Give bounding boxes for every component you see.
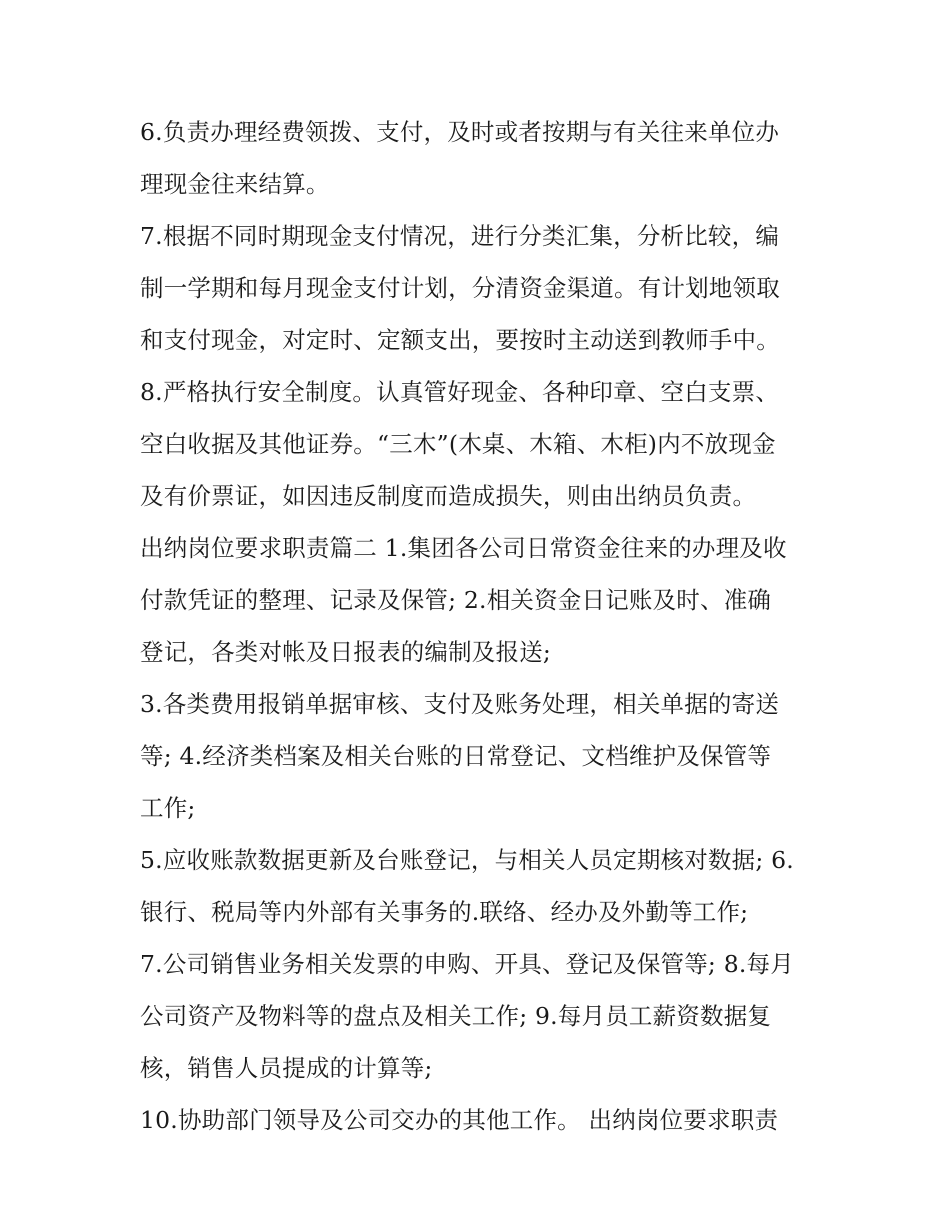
text-line: 7.根据不同时期现金支付情况，进行分类汇集，分析比较，编 xyxy=(140,222,780,250)
text-line: 3.各类费用报销单据审核、支付及账务处理，相关单据的寄送 xyxy=(140,690,780,718)
text-line: 5.应收账款数据更新及台账登记，与相关人员定期核对数据; 6. xyxy=(140,846,794,874)
text-line: 银行、税局等内外部有关事务的.联络、经办及外勤等工作; xyxy=(140,898,749,926)
text-line: 8.严格执行安全制度。认真管好现金、各种印章、空白支票、 xyxy=(140,378,780,406)
text-line: 6.负责办理经费领拨、支付，及时或者按期与有关往来单位办 xyxy=(140,118,780,146)
text-line: 登记，各类对帐及日报表的编制及报送; xyxy=(140,638,552,666)
document-body xyxy=(140,106,820,1146)
text-line: 7.公司销售业务相关发票的申购、开具、登记及保管等; 8.每月 xyxy=(140,950,794,978)
text-line: 付款凭证的整理、记录及保管; 2.相关资金日记账及时、准确 xyxy=(140,586,772,614)
text-line: 等; 4.经济类档案及相关台账的日常登记、文档维护及保管等 xyxy=(140,742,772,770)
text-line: 理现金往来结算。 xyxy=(140,170,330,198)
text-line: 10.协助部门领导及公司交办的其他工作。 出纳岗位要求职责 xyxy=(140,1106,779,1134)
text-line: 工作; xyxy=(140,794,196,822)
text-line: 公司资产及物料等的盘点及相关工作; 9.每月员工薪资数据复 xyxy=(140,1002,772,1030)
text-line: 空白收据及其他证券。“三木”(木桌、木箱、木柜)内不放现金 xyxy=(140,430,776,458)
text-line: 出纳岗位要求职责篇二 1.集团各公司日常资金往来的办理及收 xyxy=(140,534,787,562)
text-line: 核，销售人员提成的计算等; xyxy=(140,1054,433,1082)
text-line: 和支付现金，对定时、定额支出，要按时主动送到教师手中。 xyxy=(140,326,780,354)
text-line: 制一学期和每月现金支付计划，分清资金渠道。有计划地领取 xyxy=(140,274,780,302)
text-line: 及有价票证，如因违反制度而造成损失，则由出纳员负责。 xyxy=(140,482,757,510)
